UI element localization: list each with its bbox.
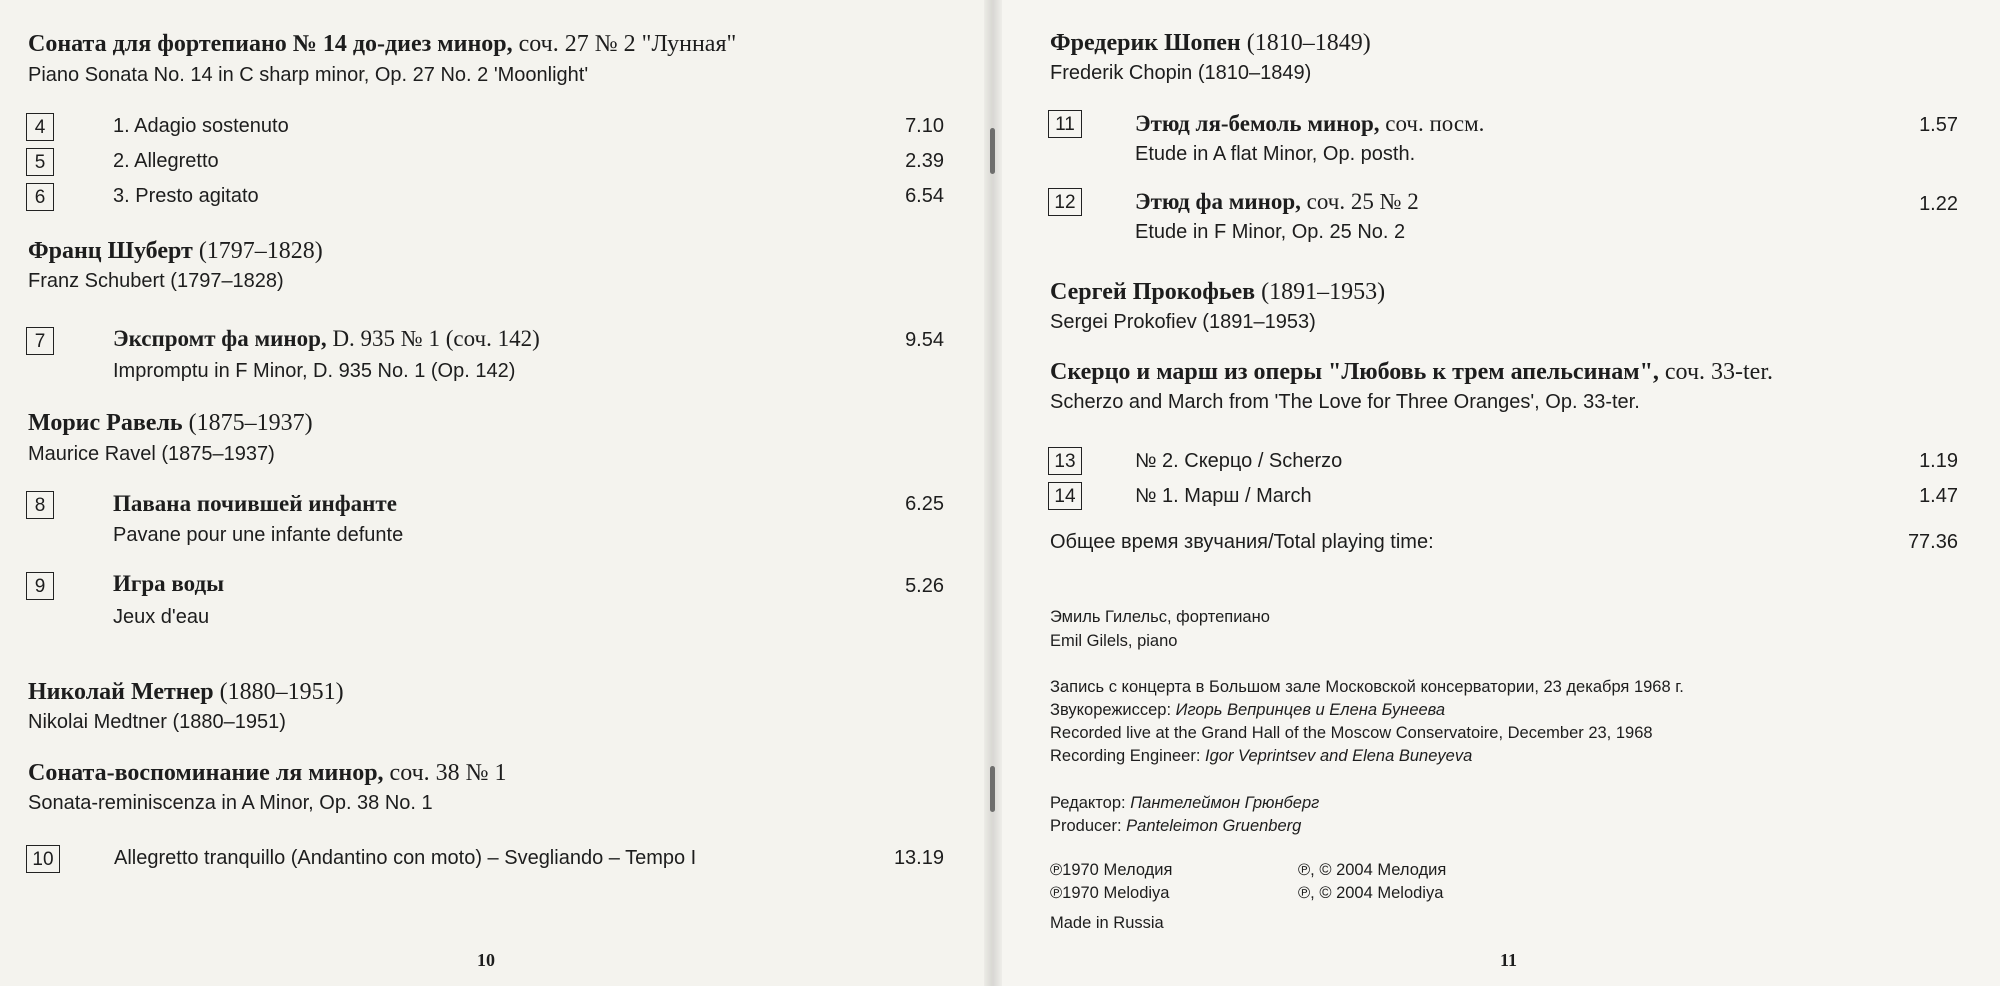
- schubert-name-en: Franz Schubert (1797–1828): [28, 270, 284, 292]
- staple: [990, 766, 995, 812]
- prokofiev-name-ru: Сергей Прокофьев (1891–1953): [1050, 279, 1386, 305]
- track-time: 1.19: [1919, 450, 1958, 472]
- track-title-ru: Экспромт фа минор, D. 935 № 1 (соч. 142): [113, 326, 540, 351]
- made-in: Made in Russia: [1050, 914, 1164, 932]
- recorded-en: Recorded live at the Grand Hall of the Moscow Conservatoire, December 23, 1968: [1050, 724, 1653, 742]
- medtner-work-ru: Соната-воспоминание ля минор, соч. 38 № 1: [28, 760, 507, 786]
- track-number-box: 14: [1048, 482, 1082, 510]
- track-title-ru: Этюд ля-бемоль минор, соч. посм.: [1135, 111, 1485, 136]
- chopin-name-ru: Фредерик Шопен (1810–1849): [1050, 30, 1371, 56]
- track-time: 5.26: [905, 575, 944, 597]
- track-time: 1.47: [1919, 485, 1958, 507]
- sonata14-title-en: Piano Sonata No. 14 in C sharp minor, Op. 27 No. 2 'Moonlight': [28, 64, 589, 86]
- track-title: № 1. Марш / March: [1135, 485, 1312, 507]
- track-title-ru: Павана почившей инфанте: [113, 491, 397, 516]
- sonata14-title-ru: Соната для фортепиано № 14 до-диез минор, соч. 27 № 2 "Лунная": [28, 31, 737, 57]
- track-title-ru: Игра воды: [113, 571, 225, 596]
- performer-en: Emil Gilels, piano: [1050, 632, 1178, 650]
- track-number-box: 6: [26, 183, 54, 211]
- track-number-box: 4: [26, 113, 54, 141]
- page-number: 11: [1500, 950, 1518, 970]
- track-number-box: 10: [26, 845, 60, 873]
- ravel-name-en: Maurice Ravel (1875–1937): [28, 443, 275, 465]
- track-title: Allegretto tranquillo (Andantino con moto) – Svegliando – Tempo I: [114, 847, 697, 869]
- track-time: 6.25: [905, 493, 944, 515]
- copyright-2004-en: ℗, © 2004 Melodiya: [1298, 884, 1444, 902]
- engineer-en: Recording Engineer: Igor Veprintsev and Elena Buneyeva: [1050, 747, 1473, 765]
- phonogram-1970-en: ℗1970 Melodiya: [1050, 884, 1170, 902]
- copyright-2004-ru: ℗, © 2004 Мелодия: [1298, 861, 1447, 879]
- track-time: 9.54: [905, 329, 944, 351]
- track-title: № 2. Скерцо / Scherzo: [1135, 450, 1343, 472]
- track-number-box: 9: [26, 572, 54, 600]
- track-number-box: 13: [1048, 447, 1082, 475]
- track-number-box: 11: [1048, 110, 1082, 138]
- page-number: 10: [477, 950, 495, 970]
- prokofiev-work-en: Scherzo and March from 'The Love for Three Oranges', Op. 33-ter.: [1050, 391, 1640, 413]
- editor-ru: Редактор: Пантелеймон Грюнберг: [1050, 794, 1320, 812]
- track-time: 1.22: [1919, 193, 1958, 215]
- track-time: 6.54: [905, 185, 944, 207]
- medtner-name-en: Nikolai Medtner (1880–1951): [28, 711, 286, 733]
- left-page: [0, 0, 992, 986]
- total-time-label: Общее время звучания/Total playing time:: [1050, 531, 1434, 553]
- track-number-box: 12: [1048, 188, 1082, 216]
- track-title: 2. Allegretto: [113, 150, 219, 172]
- track-number-box: 8: [26, 491, 54, 519]
- prokofiev-name-en: Sergei Prokofiev (1891–1953): [1050, 311, 1316, 333]
- phonogram-1970-ru: ℗1970 Мелодия: [1050, 861, 1173, 879]
- chopin-name-en: Frederik Chopin (1810–1849): [1050, 62, 1312, 84]
- producer-en: Producer: Panteleimon Gruenberg: [1050, 817, 1302, 835]
- track-number-box: 5: [26, 148, 54, 176]
- medtner-work-en: Sonata-reminiscenza in A Minor, Op. 38 No. 1: [28, 792, 433, 814]
- staple: [990, 128, 995, 174]
- track-time: 7.10: [905, 115, 944, 137]
- engineer-ru: Звукорежиссер: Игорь Вепринцев и Елена Бунеева: [1050, 701, 1446, 719]
- track-title-ru: Этюд фа минор, соч. 25 № 2: [1135, 189, 1419, 214]
- track-title-en: Etude in A flat Minor, Op. posth.: [1135, 143, 1416, 165]
- track-time: 1.57: [1919, 114, 1958, 136]
- prokofiev-work-ru: Скерцо и марш из оперы "Любовь к трем апельсинам", соч. 33-ter.: [1050, 359, 1773, 385]
- recorded-ru: Запись с концерта в Большом зале Московской консерватории, 23 декабря 1968 г.: [1050, 678, 1684, 696]
- track-number-box: 7: [26, 327, 54, 355]
- right-page: [992, 0, 2000, 986]
- medtner-name-ru: Николай Метнер (1880–1951): [28, 679, 344, 705]
- track-time: 13.19: [893, 847, 944, 869]
- track-title: 3. Presto agitato: [113, 185, 259, 207]
- track-title-en: Etude in F Minor, Op. 25 No. 2: [1135, 221, 1406, 243]
- track-title-en: Jeux d'eau: [113, 606, 210, 628]
- track-title: 1. Adagio sostenuto: [113, 115, 289, 137]
- track-title-en: Impromptu in F Minor, D. 935 No. 1 (Op. 142): [113, 360, 516, 382]
- track-title-en: Pavane pour une infante defunte: [113, 524, 404, 546]
- schubert-name-ru: Франц Шуберт (1797–1828): [28, 238, 323, 264]
- ravel-name-ru: Морис Равель (1875–1937): [28, 410, 313, 436]
- performer-ru: Эмиль Гилельс, фортепиано: [1050, 608, 1270, 626]
- track-time: 2.39: [905, 150, 944, 172]
- total-time-value: 77.36: [1907, 531, 1958, 553]
